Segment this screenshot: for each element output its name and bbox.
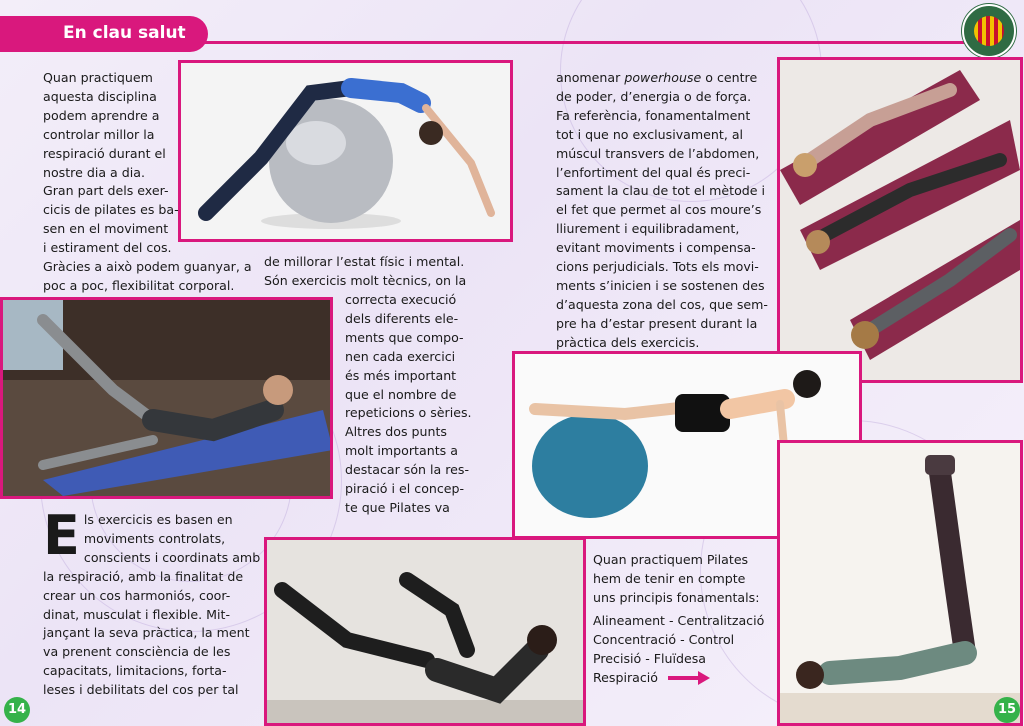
text-line: és més important [345,367,457,383]
text-line: crear un cos harmoniós, coor- [43,587,231,603]
text-line: tot i que no exclusivament, al [556,126,744,142]
header-rule [200,41,970,44]
text-line: sament la clau de tot el mètode i [556,183,766,199]
page-number-left: 14 [4,697,30,723]
text-line: i estirament del cos. [43,240,172,256]
text-line: ments s’inicien i se sostenen des [556,277,765,293]
text-line: controlar millor la [43,126,155,142]
text-line: Quan practiquem [43,70,153,85]
text-line: destacar són la res- [345,462,470,478]
text-line: sen en el moviment [43,221,169,237]
text-line: de millorar l’estat físic i mental. [264,254,465,269]
text-line: cicis de pilates es ba- [43,202,179,218]
powerhouse-paragraph [556,69,771,353]
text-line: múscul transvers de l’abdomen, [556,145,760,161]
text-line: dels diferents ele- [345,310,459,326]
page-number-right: 15 [994,697,1020,723]
text-line: cions perjudicials. Tots els movi- [556,259,759,275]
text-line: l’enfortiment del qual és preci- [556,164,751,180]
text-line: de poder, d’energia o de força. [556,88,752,104]
text-line: ments que compo- [345,329,464,345]
principle-item: Precisió - Fluïdesa [593,650,707,666]
text-line: piració i el concep- [345,481,465,497]
text-line: Gràcies a això podem guanyar, a [43,259,252,275]
principles-list [593,612,773,688]
bottom-paragraph [43,504,273,700]
text-line: dinat, musculat i flexible. Mit- [43,606,231,622]
photo-crisscross [264,537,586,726]
text-line: respiració durant el [43,145,166,161]
text-line: aquesta disciplina [43,88,157,104]
text-line: va prenent consciència de les [43,644,231,660]
text-line: evitant moviments i compensa- [556,240,756,256]
drop-cap: E [43,504,80,567]
emphasis-term: powerhouse [624,70,702,85]
photo-legs-up [777,440,1023,726]
text-line: podem aprendre a [43,107,160,123]
principle-item: Respiració [593,669,659,685]
principle-item: Alineament - Centralització [593,613,765,628]
text-line: pre ha d’estar present durant la [556,315,758,331]
text-line: correcta execució [345,292,457,307]
text-line: ls exercicis es basen en [83,512,233,527]
intro-paragraph [43,69,268,296]
text-line: que el nombre de [345,386,457,402]
shield-emblem-icon [962,4,1016,58]
text-line: uns principis fonamentals: [593,589,760,605]
text-line: leses i debilitats del cos per tal [43,682,239,698]
text-line: te que Pilates va [345,499,450,515]
text-line: nostre dia a dia. [43,164,145,180]
text-line: hem de tenir en compte [593,570,746,586]
principles-intro [593,551,773,608]
text-line: Gran part dels exer- [43,183,169,199]
text-line: molt importants a [345,443,458,459]
text-segment: anomenar [556,70,621,85]
photo-man-leg-lift [0,297,333,499]
text-line: capacitats, limitacions, forta- [43,663,227,679]
text-line: moviments controlats, [83,530,226,546]
section-header [0,16,208,52]
middle-paragraph [264,253,484,291]
text-line: el fet que permet al cos moure’s [556,202,762,218]
text-line: conscients i coordinats amb [83,549,261,565]
text-line: Quan practiquem Pilates [593,552,749,567]
text-line: la respiració, amb la finalitat de [43,568,244,584]
photo-three-women-mats [777,57,1023,383]
text-line: pràctica dels exercicis. [556,334,700,350]
column-paragraph [345,291,505,518]
arrow-right-icon [668,671,710,685]
text-line: poc a poc, flexibilitat corporal. [43,277,235,293]
text-line: lliurement i equilibradament, [556,221,740,237]
text-line: Fa referència, fonamentalment [556,107,751,123]
text-line: repeticions o sèries. [345,405,472,421]
principle-item: Concentració - Control [593,631,735,647]
text-line: d’aquesta zona del cos, que sem- [556,296,768,312]
section-title: En clau salut [63,23,186,43]
text-segment: o centre [705,70,758,85]
text-line: jançant la seva pràctica, la ment [43,625,250,641]
text-line: Altres dos punts [345,424,447,440]
text-line: Són exercicis molt tècnics, on la [264,272,467,288]
text-line: nen cada exercici [345,348,456,364]
